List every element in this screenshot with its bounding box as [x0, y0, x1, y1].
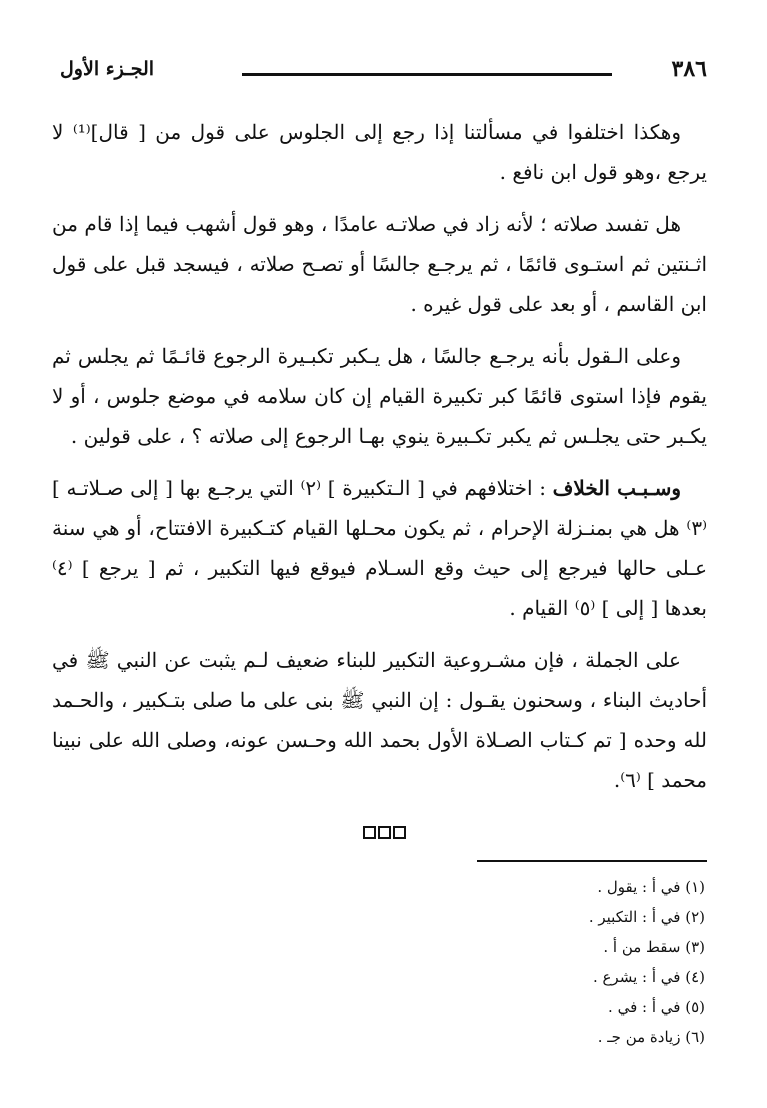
page-header: [60, 56, 707, 86]
footnote: (٦) زيادة من جـ .: [597, 1028, 705, 1046]
paragraph-3: [52, 336, 707, 456]
footnote: (٥) في أ : في .: [608, 998, 705, 1016]
square-icon: [393, 826, 406, 839]
three-square-ornament-icon: [363, 826, 406, 839]
square-icon: [378, 826, 391, 839]
footnote: (٣) سقط من أ .: [603, 938, 705, 956]
paragraph-5: [52, 640, 707, 800]
paragraph-text: وهكذا اختلفوا في مسألتنا إذا رجع إلى الجلوس على قول من [ قال]⁽¹⁾ لا يرجع ،وهو قول ابن نافع .: [52, 120, 707, 184]
paragraph-2: [52, 204, 707, 324]
header-rule: [242, 73, 612, 76]
paragraph-text: على الجملة ، فإن مشـروعية التكبير للبناء ضعيف لـم يثبت عن النبي ﷺ في أحاديث البناء ، وسحنون يقـول : إن النبي ﷺ بنى على ما صلى بتـكبير ، والحـمد لله وحده [ تم كـتاب الصـلاة الأول بحمد الله وحـسن عونه، وصلى الله على نبينا محمد ] ⁽٦⁾.: [52, 648, 707, 792]
footnote: (١) في أ : يقول .: [597, 878, 705, 896]
paragraph-4: [52, 468, 707, 628]
footnote-rule: [477, 860, 707, 862]
running-title: الجـزء الأول: [60, 58, 155, 80]
footnote: (٢) في أ : التكبير .: [588, 908, 705, 926]
footnote: (٤) في أ : يشرع .: [592, 968, 705, 986]
paragraph-text: : اختلافهم في [ الـتكبيرة ] ⁽٢⁾ التي يرجـع بها [ إلى صـلاتـه ] ⁽٣⁾ هل هي بمنـزلة الإحرام ، ثم يكون محـلها القيام كتـكبيرة الافتتاح، أو هي سنة عـلى حالها فيرجع إلى حيث وقع السـلام فيوقع فيها التكبير ، ثم [ يرجع ] ⁽٤⁾ بعدها [ إلى ] ⁽٥⁾ القيام .: [52, 476, 707, 620]
page-number: ٣٨٦: [671, 56, 707, 82]
paragraph-text: هل تفسد صلاته ؛ لأنه زاد في صلاتـه عامدًا ، وهو قول أشهب فيما إذا قام من اثـنتين ثم استـوى قائمًا ، ثم يرجـع جالسًا أو تصـح صلاته ، فيسجد قبل على قول ابن القاسم ، أو بعد على قول غيره .: [52, 212, 707, 316]
paragraph-lead: وسـبـب الخلاف: [552, 476, 681, 500]
footnotes: [405, 872, 705, 1052]
paragraph-text: وعلى الـقول بأنه يرجـع جالسًا ، هل يـكبر تكبـيرة الرجوع قائـمًا ثم يجلس ثم يقوم فإذا استوى قائمًا كبر تكبيرة القيام إن كان سلامه في موضع جلوس ، أو لا يكـبر حتى يجلـس ثم يكبر تكـبيرة ينوي بهـا الرجوع إلى صلاته ؟ ، على قولين .: [52, 344, 707, 448]
paragraph-1: [52, 112, 707, 192]
square-icon: [363, 826, 376, 839]
main-text: [52, 112, 707, 812]
